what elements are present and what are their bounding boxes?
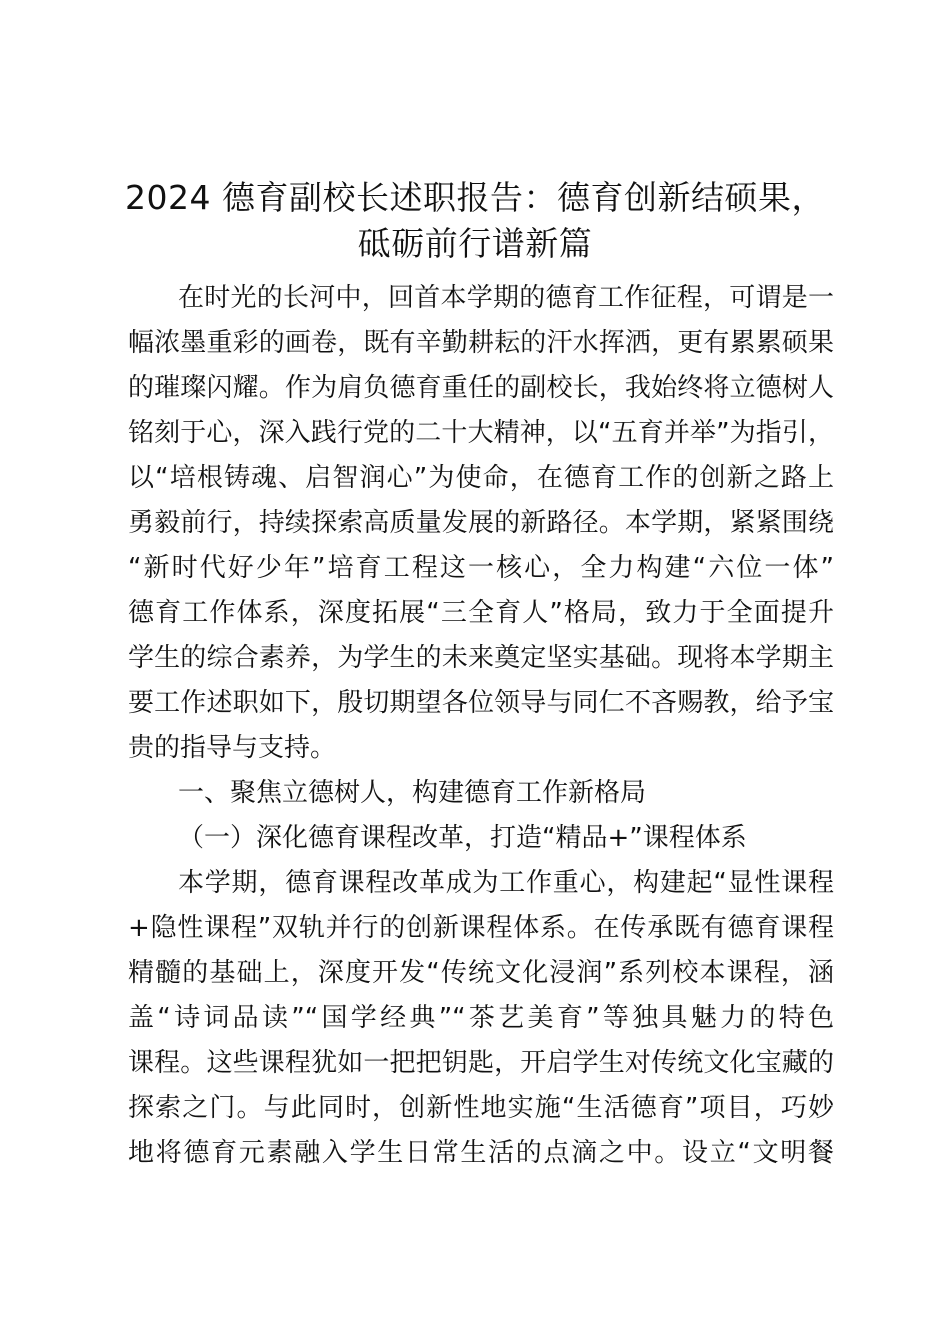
paragraph-line: 铭刻于心，深入践行党的二十大精神，以“五育并举”为指引， (128, 418, 834, 448)
paragraph-line: 盖“诗词品读”“国学经典”“茶艺美育”等独具魅力的特色 (128, 1003, 834, 1033)
paragraph-line: 本学期，德育课程改革成为工作重心，构建起“显性课程 (178, 868, 834, 898)
subsection-heading: （一）深化德育课程改革，打造“精品+”课程体系 (178, 823, 747, 853)
paragraph-line: 在时光的长河中，回首本学期的德育工作征程，可谓是一 (178, 283, 834, 313)
section-heading: 一、聚焦立德树人，构建德育工作新格局 (178, 778, 647, 808)
paragraph-line: 德育工作体系，深度拓展“三全育人”格局，致力于全面提升 (128, 598, 834, 628)
document-title-line-1: 2024 德育副校长述职报告：德育创新结硕果， (125, 178, 825, 217)
paragraph-line: 勇毅前行，持续探索高质量发展的新路径。本学期，紧紧围绕 (128, 508, 834, 538)
document-title-line-2: 砥砺前行谱新篇 (357, 224, 593, 263)
paragraph-line: 课程。这些课程犹如一把把钥匙，开启学生对传统文化宝藏的 (128, 1048, 834, 1078)
paragraph-line: 要工作述职如下，殷切期望各位领导与同仁不吝赐教，给予宝 (128, 688, 834, 718)
paragraph-line: 学生的综合素养，为学生的未来奠定坚实基础。现将本学期主 (128, 643, 834, 673)
paragraph-line: 探索之门。与此同时，创新性地实施“生活德育”项目，巧妙 (128, 1093, 834, 1123)
paragraph-line: “新时代好少年”培育工程这一核心，全力构建“六位一体” (128, 553, 834, 583)
paragraph-line: 贵的指导与支持。 (128, 733, 337, 763)
paragraph-line: 的璀璨闪耀。作为肩负德育重任的副校长，我始终将立德树人 (128, 373, 834, 403)
paragraph-line: 幅浓墨重彩的画卷，既有辛勤耕耘的汗水挥洒，更有累累硕果 (128, 328, 834, 358)
paragraph-line: +隐性课程”双轨并行的创新课程体系。在传承既有德育课程 (128, 913, 834, 943)
paragraph-line: 地将德育元素融入学生日常生活的点滴之中。设立“文明餐 (128, 1138, 834, 1168)
paragraph-line: 以“培根铸魂、启智润心”为使命，在德育工作的创新之路上 (128, 463, 834, 493)
paragraph-line: 精髓的基础上，深度开发“传统文化浸润”系列校本课程，涵 (128, 958, 834, 988)
